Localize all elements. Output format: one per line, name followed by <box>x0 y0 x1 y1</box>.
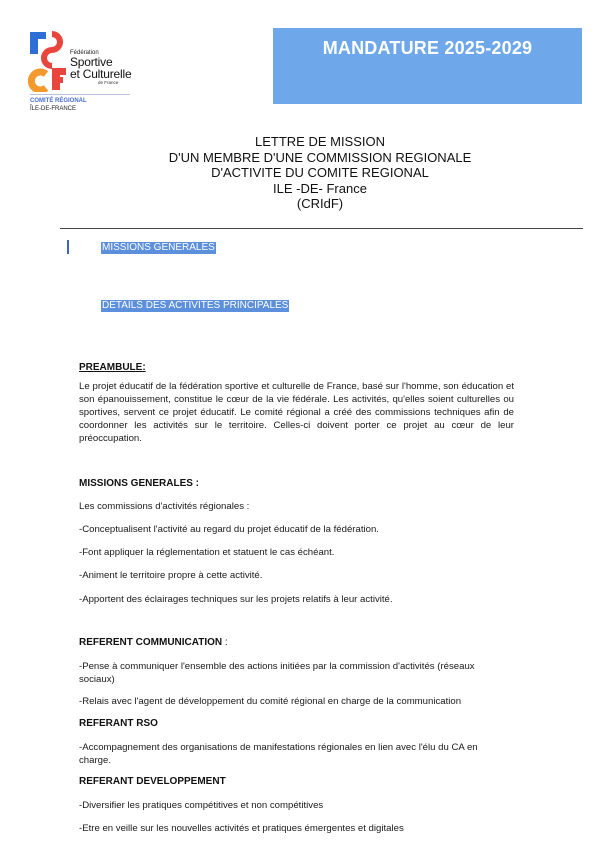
communication-heading-text: REFERENT COMMUNICATION <box>79 637 223 648</box>
mandature-banner <box>273 28 582 104</box>
title-line: (CRIdF) <box>296 196 344 211</box>
rso-item-continued: charge. <box>79 755 111 766</box>
title-line: ILE -DE- France <box>273 180 367 196</box>
logo-tiny-text: de France <box>98 80 119 85</box>
toc-link-details[interactable]: DETAILS DES ACTIVITES PRINCIPALES <box>102 300 289 311</box>
title-divider <box>60 228 583 229</box>
toc-marker <box>67 240 69 254</box>
missions-item: -Conceptualisent l'activité au regard du projet éducatif de la fédération. <box>79 524 379 535</box>
missions-intro: Les commissions d'activités régionales : <box>79 501 250 512</box>
preambule-heading: PREAMBULE: <box>79 362 146 373</box>
communication-item-continued: sociaux) <box>79 674 115 685</box>
logo-line1: Sportive <box>70 55 113 69</box>
communication-item: -Relais avec l'agent de développement du comité régional en charge de la communication <box>79 696 462 707</box>
logo-region-name: ÎLE-DE-FRANCE <box>30 106 77 112</box>
logo-wordmark <box>70 50 131 86</box>
logo-region-label: COMITÉ RÉGIONAL <box>30 98 87 104</box>
developpement-item: -Diversifier les pratiques compétitives et non compétitives <box>79 800 324 811</box>
fscf-logo <box>28 30 148 110</box>
rso-heading: REFERANT RSO <box>79 718 158 729</box>
toc-link-missions[interactable]: MISSIONS GENERALES <box>102 242 215 253</box>
title-line: LETTRE DE MISSION <box>254 134 386 149</box>
missions-item: -Animent le territoire propre à cette activité. <box>79 570 263 581</box>
communication-item: -Pense à communiquer l'ensemble des actions initiées par la commission d'activités (réseaux <box>79 661 475 672</box>
communication-heading-suffix: : <box>222 637 228 648</box>
missions-item: -Apportent des éclairages techniques sur les projets relatifs à leur activité. <box>79 594 393 605</box>
developpement-item: -Etre en veille sur les nouvelles activités et pratiques émergentes et digitales <box>79 823 404 834</box>
fscf-logo-icon <box>28 30 68 92</box>
communication-heading <box>79 637 228 648</box>
title-line: D'ACTIVITE DU COMITE REGIONAL <box>211 165 429 180</box>
preambule-text: Le projet éducatif de la fédération sportive et culturelle de France, basé sur l'homme, son éducation et son épanouissement, constitue le cœur de la vie fédérale. Les activités, qu'elles soient culturelles ou sportives, servent ce projet éducatif. Le comité régional a créé des commissions techniques afin de coordonner les activités sur le territoire. Celles-ci doivent porter ce projet au cœur de leur préoccupation. <box>79 381 514 444</box>
developpement-heading: REFERANT DEVELOPPEMENT <box>79 776 226 787</box>
title-line: D'UN MEMBRE D'UNE COMMISSION REGIONALE <box>168 149 472 165</box>
logo-small-text: Fédération <box>70 50 99 56</box>
banner-text: MANDATURE 2025-2029 <box>322 38 533 58</box>
rso-item: -Accompagnement des organisations de manifestations régionales en lien avec l'élu du CA en <box>79 742 478 753</box>
missions-item: -Font appliquer la réglementation et statuent le cas échéant. <box>79 547 335 558</box>
logo-line2: et Culturelle <box>70 67 132 81</box>
logo-divider <box>30 94 130 95</box>
missions-heading: MISSIONS GENERALES : <box>79 478 200 489</box>
document-title <box>140 134 500 212</box>
